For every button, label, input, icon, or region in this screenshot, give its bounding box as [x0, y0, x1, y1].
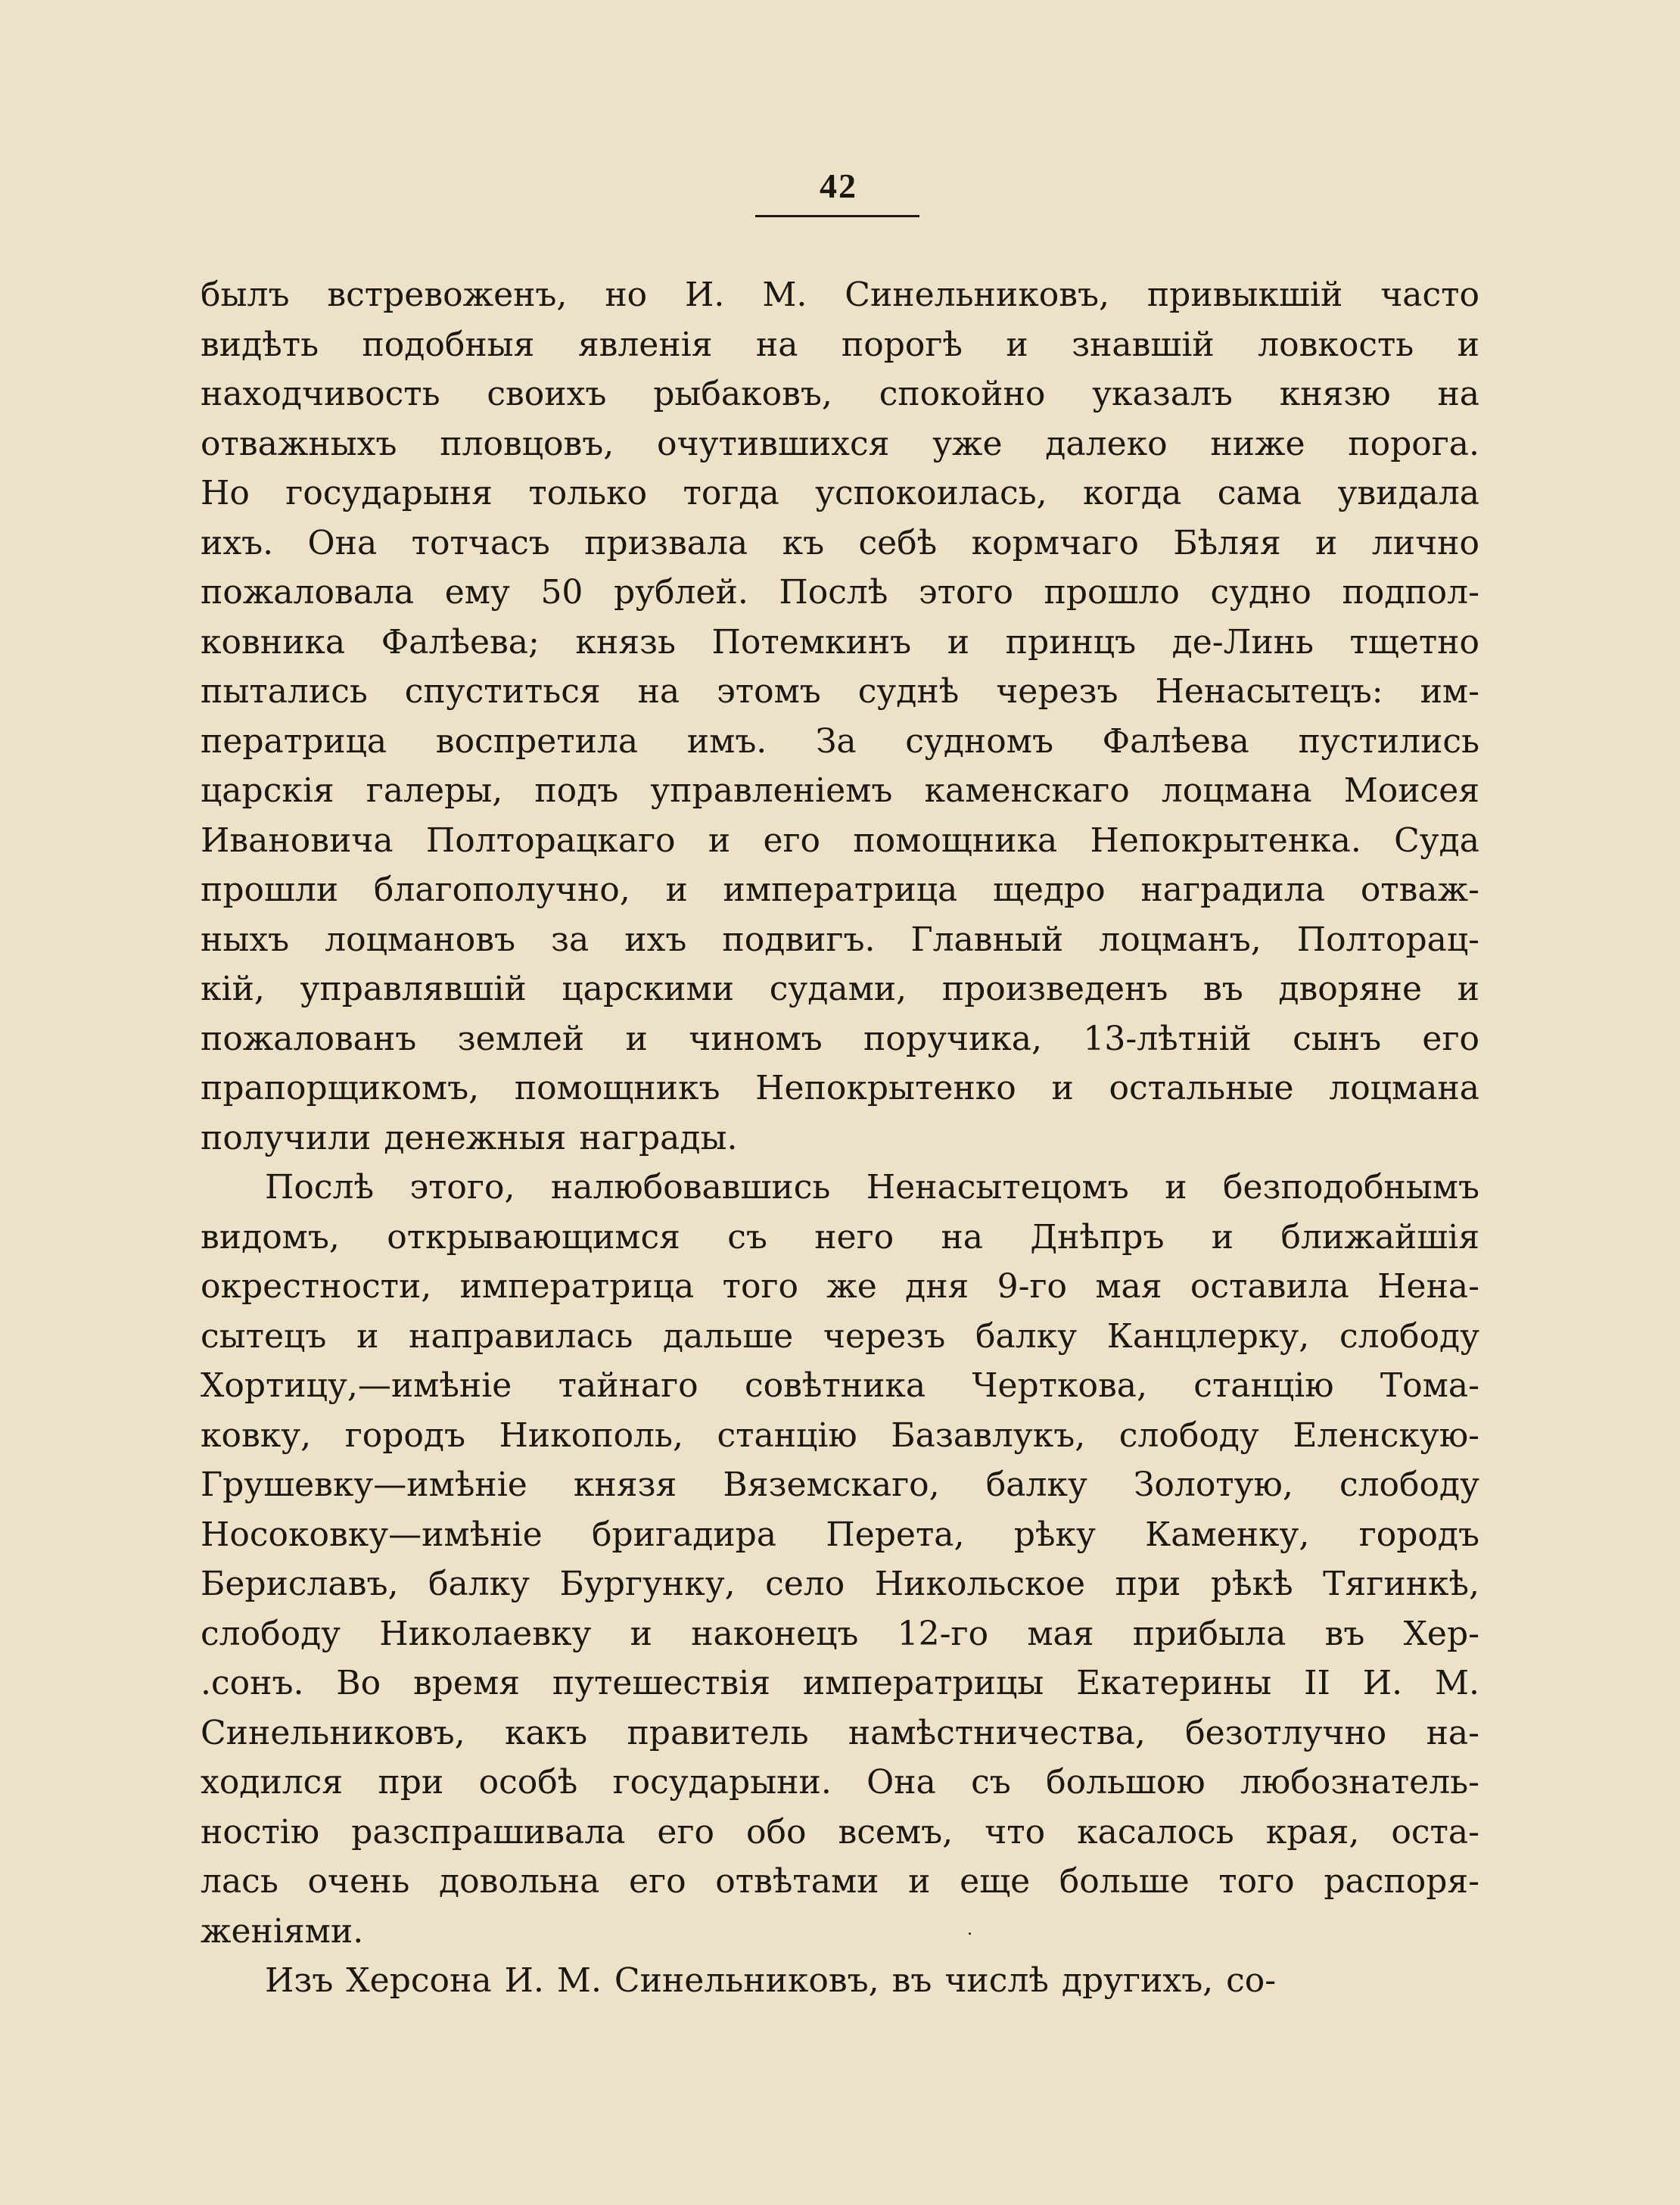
text-line: Послѣ этого, налюбовавшись Ненасытецомъ и безподобнымъ — [265, 1168, 1479, 1207]
text-line: Изъ Херсона И. М. Синельниковъ, въ числѣ другихъ, со- — [265, 1961, 1277, 2000]
text-line: .сонъ. Во время путешествія императрицы Екатерины II И. М. — [201, 1664, 1479, 1702]
text-line: пытались спуститься на этомъ суднѣ черезъ Ненасытецъ: им- — [201, 672, 1479, 711]
text-line: получили денежныя награды. — [201, 1118, 738, 1157]
text-line: ныхъ лоцмановъ за ихъ подвигъ. Главный лоцманъ, Полторац- — [201, 920, 1479, 959]
text-line: сытецъ и направилась дальше черезъ балку Канцлерку, слободу — [201, 1316, 1479, 1356]
text-line: Ивановича Полторацкаго и его помощника Непокрытенка. Суда — [201, 821, 1479, 860]
text-line: кій, управлявшій царскими судами, произведенъ въ дворяне и — [201, 970, 1479, 1008]
text-line: прапорщикомъ, помощникъ Непокрытенко и остальные лоцмана — [201, 1069, 1479, 1107]
text-line: Носоковку—имѣніе бригадира Перета, рѣку Каменку, городъ — [201, 1515, 1479, 1554]
text-line: отважныхъ пловцовъ, очутившихся уже далеко ниже порога. — [201, 424, 1479, 463]
text-line: видѣть подобныя явленія на порогѣ и знавшій ловкость и — [201, 325, 1479, 364]
text-line: Грушевку—имѣніе князя Вяземскаго, балку Золотую, слободу — [201, 1465, 1479, 1504]
text-line: слободу Николаевку и наконецъ 12-го мая прибыла въ Хер- — [201, 1614, 1479, 1653]
text-line: лась очень довольна его отвѣтами и еще больше того распоря- — [201, 1862, 1479, 1901]
page-header — [757, 165, 920, 207]
page-number: 42 — [820, 167, 857, 205]
text-line: ходился при особѣ государыни. Она съ большою любознатель- — [201, 1763, 1479, 1802]
text-line: ковку, городъ Никополь, станцію Базавлукъ, слободу Еленскую- — [201, 1415, 1479, 1455]
paragraph-1 — [201, 270, 1479, 1163]
text-line: пожалованъ землей и чиномъ поручика, 13-лѣтній сынъ его — [201, 1019, 1479, 1058]
text-line: Синельниковъ, какъ правитель намѣстничества, безотлучно на- — [201, 1713, 1479, 1752]
text-line: пожаловала ему 50 рублей. Послѣ этого прошло судно подпол- — [201, 573, 1479, 612]
paragraph-2 — [201, 1163, 1479, 1956]
text-line: былъ встревоженъ, но И. М. Синельниковъ, привыкшій часто — [201, 276, 1479, 314]
text-line: видомъ, открывающимся съ него на Днѣпръ и ближайшія — [201, 1217, 1479, 1257]
header-rule — [755, 215, 919, 217]
text-line: Но государыня только тогда успокоилась, когда сама увидала — [201, 474, 1479, 512]
text-line: Бериславъ, балку Бургунку, село Никольское при рѣкѣ Тягинкѣ, — [201, 1565, 1479, 1603]
text-line: прошли благополучно, и императрица щедро наградила отваж- — [201, 870, 1479, 909]
text-line: царскія галеры, подъ управленіемъ каменскаго лоцмана Моисея — [201, 771, 1479, 810]
paragraph-3 — [201, 1956, 1479, 2006]
body-text — [201, 270, 1479, 2006]
text-line: ператрица воспретила имъ. За судномъ Фалѣева пустились — [201, 721, 1479, 761]
text-line: находчивость своихъ рыбаковъ, спокойно указалъ князю на — [201, 375, 1479, 413]
text-line: ностію разспрашивала его обо всемъ, что касалось края, оста- — [201, 1812, 1479, 1852]
text-line: ихъ. Она тотчасъ призвала къ себѣ кормчаго Бѣляя и лично — [201, 523, 1479, 562]
text-line: Хортицу,—имѣніе тайнаго совѣтника Черткова, станцію Тома- — [201, 1366, 1479, 1405]
text-line: окрестности, императрица того же дня 9-го мая оставила Нена- — [201, 1267, 1479, 1306]
text-line: ковника Фалѣева; князь Потемкинъ и принцъ де-Линь тщетно — [201, 622, 1479, 662]
text-line: женіями. — [201, 1911, 364, 1951]
print-speck — [969, 1932, 971, 1935]
